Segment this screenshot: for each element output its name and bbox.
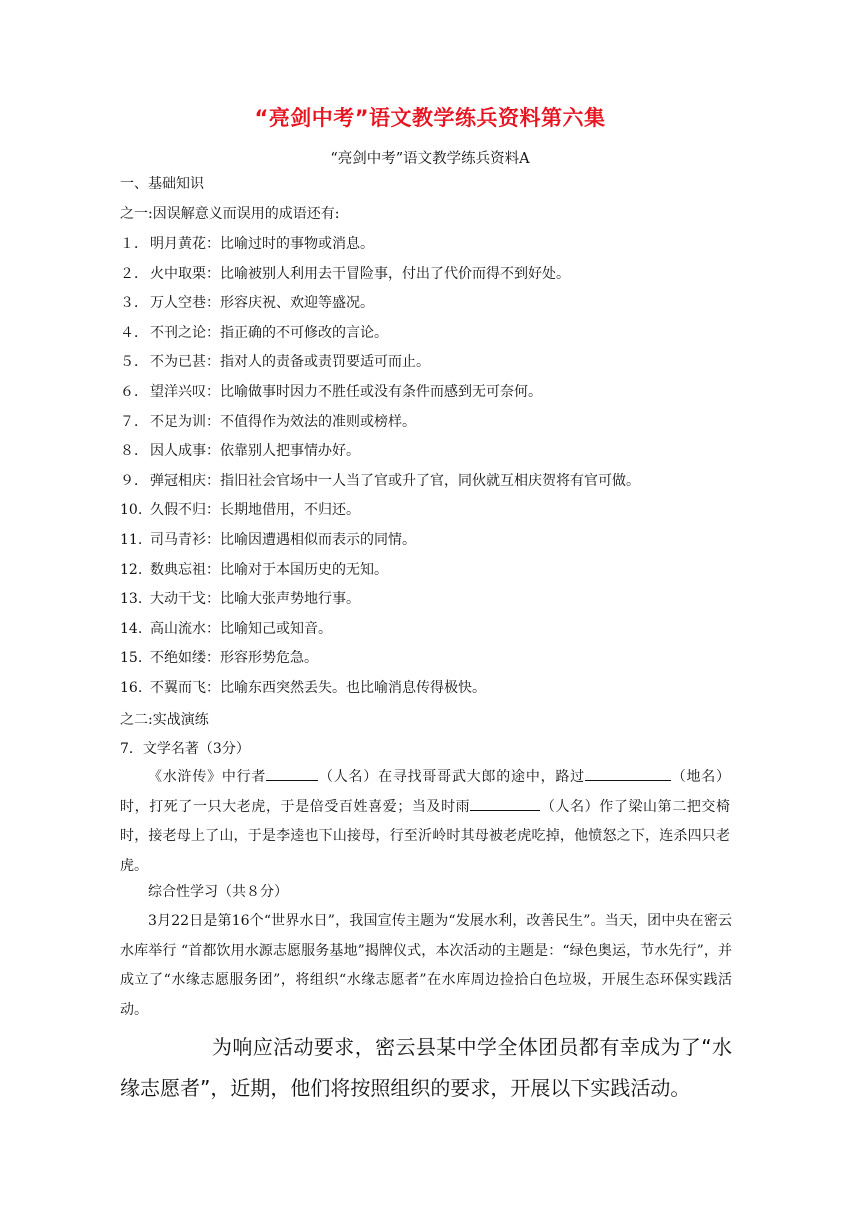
- idiom-number: ２．: [120, 265, 148, 282]
- idiom-item: [120, 382, 542, 402]
- idiom-item: [120, 678, 486, 698]
- question-7-text: [120, 763, 730, 881]
- idiom-item: [120, 293, 374, 313]
- idiom-item: [120, 500, 360, 520]
- idiom-number: ４．: [120, 324, 148, 341]
- idiom-number: 10.: [120, 502, 143, 519]
- idiom-text: 不刊之论：指正确的不可修改的言论。: [150, 324, 388, 341]
- idiom-number: 14.: [120, 620, 143, 637]
- idiom-item: [120, 323, 388, 343]
- idiom-text: 因人成事：依靠别人把事情办好。: [150, 443, 360, 460]
- section-heading-basic: 一、基础知识: [120, 176, 204, 192]
- idiom-text: 明月黄花：比喻过时的事物或消息。: [150, 236, 374, 252]
- idiom-text: 数典忘祖：比喻对于本国历史的无知。: [150, 561, 388, 578]
- idiom-item: [120, 560, 388, 580]
- idiom-text: 不足为训：不值得作为效法的准则或榜样。: [150, 413, 416, 430]
- idiom-item: [120, 412, 416, 432]
- answer-blank-place[interactable]: [585, 766, 671, 781]
- idiom-item: [120, 589, 360, 609]
- idiom-number: 11.: [120, 532, 143, 548]
- idiom-text: 高山流水：比喻知己或知音。: [150, 620, 332, 637]
- idiom-item: [120, 234, 374, 254]
- part1-heading: 之一:因误解意义而误用的成语还有:: [120, 206, 340, 222]
- idiom-text: 大动干戈：比喻大张声势地行事。: [150, 591, 360, 608]
- q7-text-part-1: 《水浒传》中行者: [148, 769, 267, 785]
- idiom-item: [120, 619, 332, 639]
- idiom-number: ８．: [120, 443, 148, 460]
- idiom-number: ７．: [120, 413, 148, 430]
- idiom-text: 火中取栗：比喻被别人利用去干冒险事，付出了代价而得不到好处。: [150, 265, 570, 282]
- idiom-number: ９．: [120, 472, 148, 489]
- activity-intro-paragraph: 为响应活动要求，密云县某中学全体团员都有幸成为了“水缘志愿者”，近期，他们将按照组织的要求，开展以下实践活动。: [120, 1035, 732, 1100]
- idiom-item: [120, 441, 360, 461]
- idiom-item: [120, 471, 640, 491]
- page-title: “亮剑中考”语文教学练兵资料第六集: [254, 106, 606, 130]
- question-7-heading: 7．文学名著（3分）: [120, 741, 250, 757]
- part2-heading: 之二:实战演练: [120, 712, 209, 728]
- idiom-number: 16.: [120, 680, 143, 696]
- idiom-text: 望洋兴叹：比喻做事时因力不胜任或没有条件而感到无可奈何。: [150, 384, 542, 400]
- q7-text-part-4: （人名）作了梁山第二把交椅时，接老母上了山，于是李逵也下山接母，行至沂岭时其母被老虎吃掉，他愤怒之下，连杀四只老虎。: [120, 798, 731, 874]
- idiom-item: [120, 264, 570, 284]
- page-subtitle: “亮剑中考”语文教学练兵资料A: [330, 151, 530, 167]
- idiom-number: ３．: [120, 295, 148, 312]
- q7-text-part-2: （人名）在寻找哥哥武大郎的途中，路过: [318, 769, 585, 785]
- idiom-number: 13.: [120, 591, 143, 608]
- idiom-number: １．: [120, 236, 148, 252]
- idiom-item: [120, 648, 318, 668]
- idiom-number: ５．: [120, 354, 148, 371]
- idiom-number: 15.: [120, 650, 143, 667]
- idiom-text: 不翼而飞：比喻东西突然丢失。也比喻消息传得极快。: [150, 680, 486, 696]
- idiom-text: 不绝如缕：形容形势危急。: [150, 650, 318, 667]
- idiom-text: 不为已甚：指对人的责备或责罚要适可而止。: [150, 354, 430, 371]
- answer-blank-person-2[interactable]: [470, 796, 540, 811]
- idiom-text: 久假不归：长期地借用，不归还。: [150, 502, 360, 519]
- q7-text-part-3: （地名）时，打死了一只大老虎，于是倍受百姓喜爱；当及时雨: [120, 769, 731, 815]
- idiom-text: 弹冠相庆：指旧社会官场中一人当了官或升了官，同伙就互相庆贺将有官可做。: [150, 472, 640, 489]
- idiom-item: [120, 530, 416, 550]
- idiom-item: [120, 352, 430, 372]
- idiom-text: 万人空巷：形容庆祝、欢迎等盛况。: [150, 295, 374, 312]
- answer-blank-person-1[interactable]: [266, 766, 318, 781]
- idiom-text: 司马青衫：比喻因遭遇相似而表示的同情。: [150, 532, 416, 548]
- integrated-learning-heading: 综合性学习（共８分）: [148, 884, 288, 900]
- integrated-learning-paragraph: 3月22日是第16个“世界水日”，我国宣传主题为“发展水利，改善民生”。当天，团中央在密云水库举行 “首都饮用水源志愿服务基地”揭牌仪式，本次活动的主题是：“绿色奥运，节水先行”，并成立了“水缘志愿服务团”，将组织“水缘志愿者”在水库周边捡拾白色垃圾，开展生态环保实践活动。: [120, 913, 732, 1018]
- idiom-number: 12.: [120, 561, 143, 578]
- idiom-number: ６．: [120, 384, 148, 400]
